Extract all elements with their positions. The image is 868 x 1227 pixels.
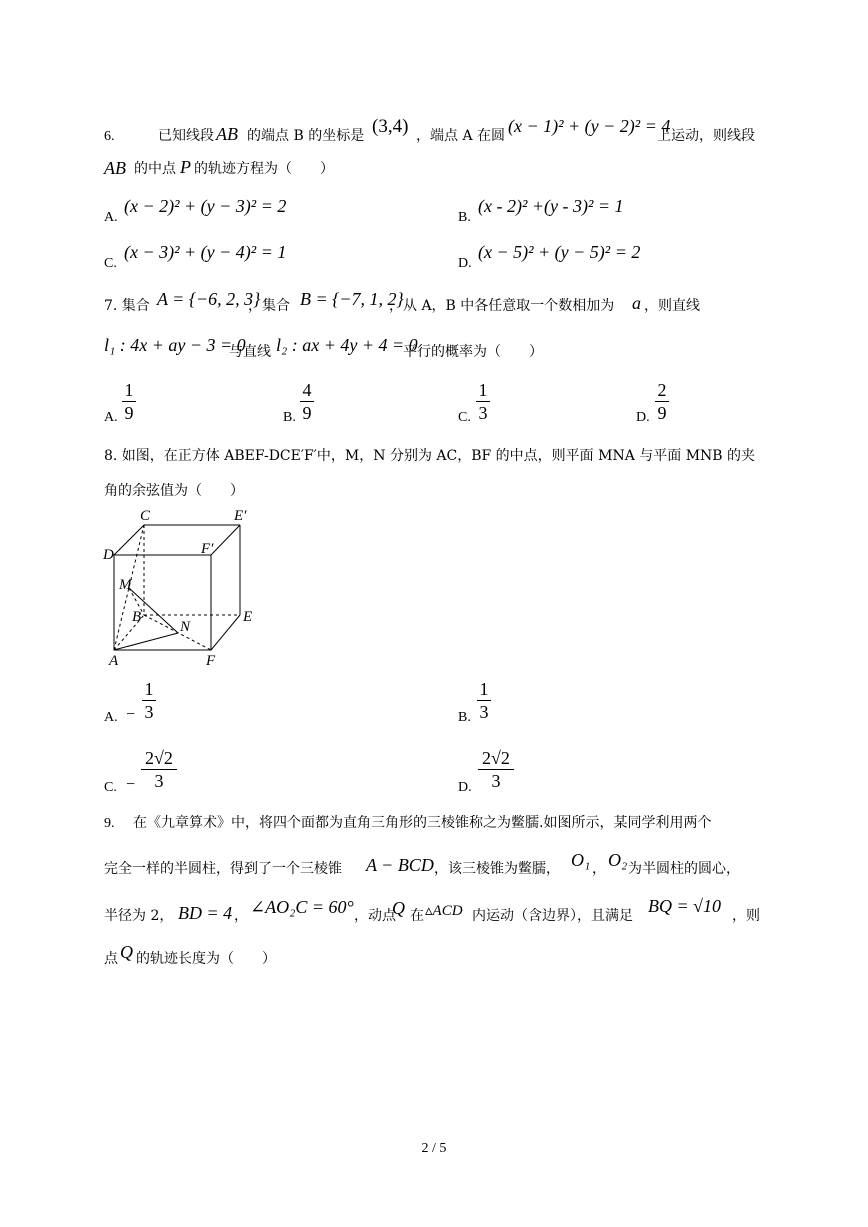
q9-text-2a: 完全一样的半圆柱，得到了一个三棱锥: [104, 861, 342, 877]
q8-option-d-fraction: [478, 748, 514, 791]
q8-option-a-num: 1: [144, 679, 154, 699]
q8-option-b-num: 1: [479, 679, 489, 699]
q7-option-b-den: 9: [302, 403, 312, 423]
q9-math-bd: BD = 4: [178, 903, 233, 923]
q9-number: 9.: [104, 816, 115, 831]
q7-option-a-num: 1: [124, 380, 134, 400]
q6-option-a-label: A.: [104, 210, 118, 225]
q8-option-a-sign: −: [126, 706, 136, 723]
cube-line-an: [114, 633, 178, 650]
label-m: M: [119, 577, 132, 593]
q7-text-4: ，则直线: [644, 298, 700, 314]
label-a: A: [109, 653, 119, 669]
q9-math-o2: O₂: [608, 850, 628, 870]
q9-math-o1: O₁: [571, 850, 591, 870]
q6-number: 6.: [104, 129, 115, 144]
q9-math-q-2: Q: [120, 942, 133, 962]
q9-math-angle: ∠AO₂C = 60°: [250, 897, 354, 917]
q7-math-a: a: [632, 293, 641, 313]
q7-option-a-fraction: [122, 380, 136, 423]
q9-text-3c: ，动点: [354, 908, 396, 924]
cube-edge-fe: [211, 615, 240, 650]
q7-option-c-fraction: [476, 380, 490, 423]
q7-option-c-label: C.: [458, 410, 471, 425]
page-number: 2 / 5: [421, 1141, 447, 1156]
q7-option-a-den: 9: [124, 403, 134, 423]
q9-line-1: 在《九章算术》中，将四个面都为直角三角形的三棱锥称之为鳖臑.如图所示，某同学利用两个: [133, 815, 712, 831]
q7-option-b-fraction: [300, 380, 314, 423]
q9-text-3d: 在: [410, 908, 424, 924]
q7-text-2: ，集合: [248, 298, 290, 314]
q8-option-d-num: 2√2: [482, 748, 510, 768]
q6-text-3: ，端点 A 在圆: [416, 128, 506, 144]
q7-option-b-label: B.: [283, 410, 296, 425]
label-b: B: [132, 609, 142, 625]
q6-option-b-expr: (x - 2)² +(y - 3)² = 1: [478, 196, 624, 216]
q7-math-line-2: l₂ : ax + 4y + 4 = 0: [276, 335, 418, 355]
q6-text-1: 已知线段: [158, 128, 214, 144]
q9-text-3f: ，则: [732, 908, 760, 924]
q8-line-2: 角的余弦值为（ ）: [104, 483, 244, 499]
q6-text-5: 的中点: [134, 161, 176, 177]
q6-text-2: 的端点 B 的坐标是: [247, 128, 365, 144]
cube-front-face: [114, 555, 211, 650]
q9-text-3a: 半径为 2，: [104, 908, 174, 924]
q7-option-c-den: 3: [478, 403, 488, 423]
q8-line-1: 8. 如图，在正方体 ABEF-DCE′F′中，M，N 分别为 AC，BF 的中点，则平面 MNA 与平面 MNB 的夹: [104, 448, 756, 464]
q8-option-c-label: C.: [104, 780, 117, 795]
q7-option-d-den: 9: [657, 403, 667, 423]
q7-text-5: 与直线: [229, 344, 271, 360]
label-d: D: [103, 547, 114, 563]
q8-option-c-fraction: [141, 748, 177, 791]
q8-option-d-den: 3: [491, 771, 501, 791]
q7-math-set-b: B = {−7, 1, 2}: [300, 289, 404, 309]
label-e: E: [243, 609, 253, 625]
q7-text-3: ，从 A，B 中各任意取一个数相加为: [389, 298, 615, 314]
q8-option-d-label: D.: [458, 780, 472, 795]
q9-text-4a: 点: [104, 951, 118, 967]
q7-text-1: 7. 集合: [104, 298, 150, 314]
q6-math-circle: (x − 1)² + (y − 2)² = 4: [508, 116, 671, 136]
label-f-prime: F′: [201, 541, 214, 557]
cube-edge-dc: [114, 525, 144, 555]
q9-math-bq: BQ = √10: [648, 896, 722, 916]
q9-text-2d: 为半圆柱的圆心，: [628, 861, 740, 877]
q6-option-c-expr: (x − 3)² + (y − 4)² = 1: [124, 242, 287, 262]
q7-option-d-num: 2: [657, 380, 667, 400]
q6-option-d-expr: (x − 5)² + (y − 5)² = 2: [478, 242, 641, 262]
q8-option-b-den: 3: [479, 702, 489, 722]
q9-math-triangle: ▵ACD: [425, 903, 463, 919]
q6-math-ab: AB: [216, 124, 238, 144]
q9-text-3e: 内运动（含边界），且满足: [472, 908, 633, 924]
q9-text-2c: ，: [592, 861, 606, 877]
q8-option-c-den: 3: [154, 771, 164, 791]
cube-edge-f2e2: [211, 525, 240, 555]
q8-option-a-fraction: [142, 679, 156, 722]
q6-text-4: 上运动，则线段: [657, 128, 755, 144]
q7-text-6: 平行的概率为（ ）: [403, 344, 543, 360]
q8-option-c-num: 2√2: [145, 748, 173, 768]
q6-option-d-label: D.: [458, 256, 472, 271]
q7-option-c-num: 1: [478, 380, 488, 400]
q8-option-a-den: 3: [144, 702, 154, 722]
q9-text-3b: ，: [234, 908, 248, 924]
q6-option-a-expr: (x − 2)² + (y − 3)² = 2: [124, 196, 287, 216]
q8-option-b-label: B.: [458, 710, 471, 725]
q9-text-2b: ，该三棱锥为鳖臑，: [434, 861, 560, 877]
q7-option-b-num: 4: [302, 380, 312, 400]
q7-option-a-label: A.: [104, 410, 118, 425]
label-n: N: [180, 619, 191, 635]
cube-figure: [100, 505, 260, 670]
q6-math-coord: (3,4): [372, 116, 409, 137]
q7-math-set-a: A = {−6, 2, 3}: [157, 289, 261, 309]
q7-option-d-fraction: [655, 380, 669, 423]
label-e-prime: E′: [234, 508, 247, 524]
q6-math-p: P: [180, 157, 191, 177]
q8-option-b-fraction: [477, 679, 491, 722]
q9-text-4b: 的轨迹长度为（ ）: [136, 951, 276, 967]
q8-option-c-sign: −: [126, 776, 136, 793]
q9-math-abcd: A − BCD: [366, 855, 434, 875]
q6-option-c-label: C.: [104, 256, 117, 271]
q6-text-6: 的轨迹方程为（ ）: [194, 161, 334, 177]
q7-math-line-1: l₁ : 4x + ay − 3 = 0: [104, 335, 246, 355]
label-c: C: [140, 508, 151, 524]
q6-math-ab-2: AB: [104, 158, 126, 178]
q9-math-q: Q: [392, 898, 405, 918]
q6-option-b-label: B.: [458, 210, 471, 225]
label-f: F: [206, 653, 216, 669]
q8-option-a-label: A.: [104, 710, 118, 725]
q7-option-d-label: D.: [636, 410, 650, 425]
